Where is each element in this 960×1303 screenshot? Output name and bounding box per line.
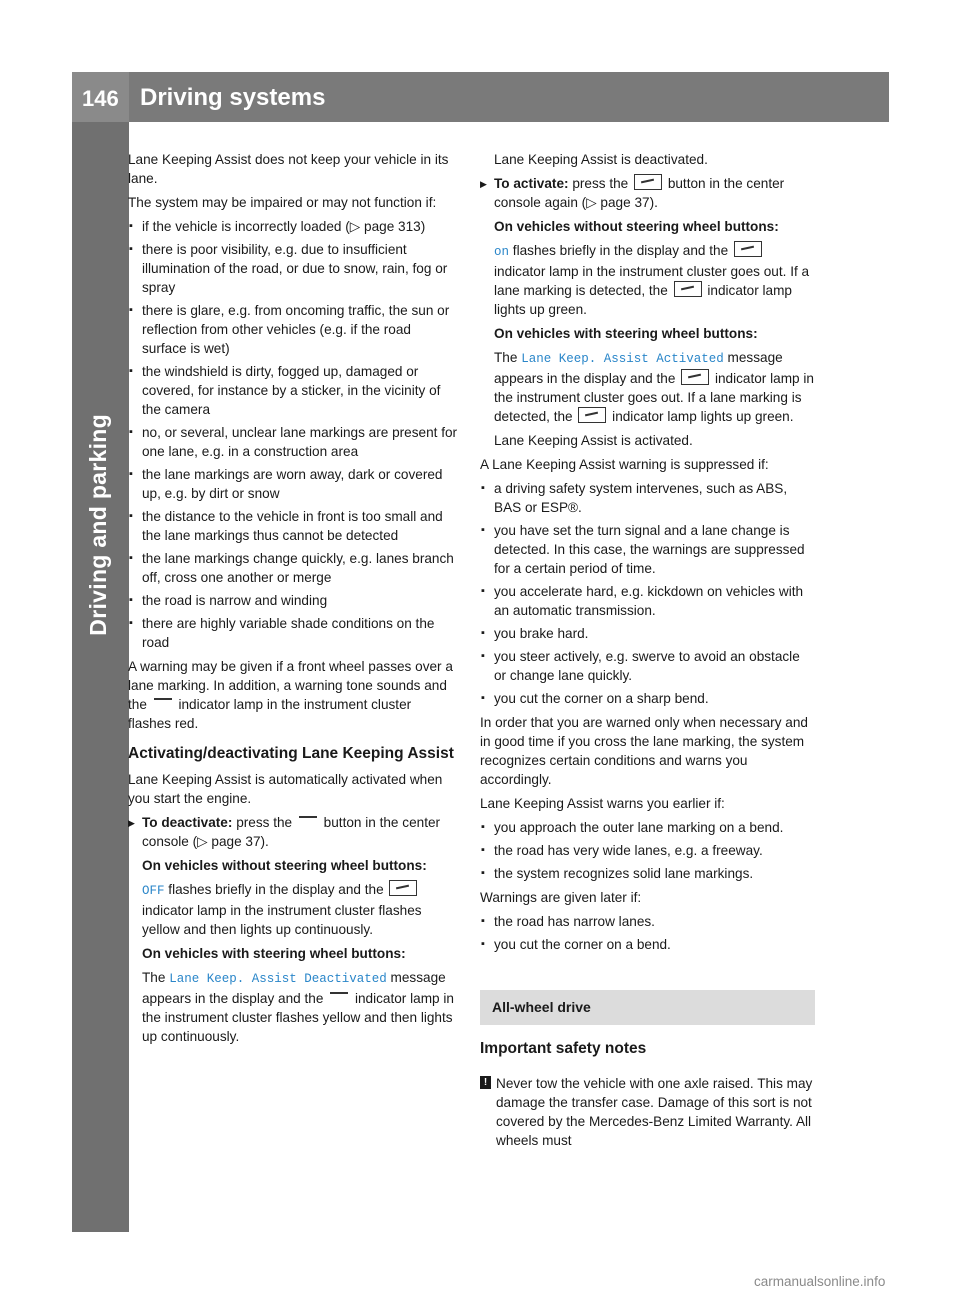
list-item: ▪ you steer actively, e.g. swerve to avoid an obstacle or change lane quickly. [480, 647, 815, 685]
subheading-safety-notes: Important safety notes [480, 1040, 647, 1057]
warning-paragraph [480, 1074, 815, 1150]
list-item: ▪ you brake hard. [480, 624, 815, 643]
list-item: ▪ the lane markings are worn away, dark or covered up, e.g. by dirt or snow [128, 465, 458, 503]
paragraph: Lane Keeping Assist is automatically activated when you start the engine. [128, 772, 443, 806]
step-label: To activate: [494, 176, 569, 191]
text: button in the center console again (▷ page 37). [494, 176, 785, 210]
text: flashes briefly in the display and the [168, 882, 384, 897]
suppression-list [480, 479, 815, 708]
text: indicator lamp lights up green. [494, 283, 792, 317]
list-item: ▪ if the vehicle is incorrectly loaded (▷ page 313) [128, 217, 458, 236]
chapter-sidebar [72, 122, 129, 1232]
no-buttons-block [128, 856, 458, 1046]
lane-keeping-assist-icon [681, 369, 709, 385]
lane-keeping-assist-icon [674, 281, 702, 297]
paragraph [142, 880, 458, 939]
paragraph: Lane Keeping Assist does not keep your vehicle in its lane. [128, 152, 449, 186]
paragraph [494, 241, 815, 319]
display-text: on [494, 245, 510, 259]
text: indicator lamp in the instrument cluster flashes yellow and then lights up continuously. [142, 903, 422, 937]
page-title: Driving systems [140, 84, 326, 111]
list-item: ▪ the road is narrow and winding [128, 591, 458, 610]
activate-step [480, 174, 815, 212]
text: flashes briefly in the display and the [512, 243, 729, 258]
text: message appears in the display and the [142, 970, 446, 1006]
list-item: ▪ the windshield is dirty, fogged up, damaged or covered, for instance by a sticker, in the vicinity of the camera [128, 362, 458, 419]
list-item: ▪ you cut the corner on a sharp bend. [480, 689, 815, 708]
display-text: OFF [142, 884, 165, 898]
impairment-list [128, 217, 458, 652]
paragraph: Lane Keeping Assist warns you earlier if: [480, 796, 725, 811]
subheading: On vehicles with steering wheel buttons: [142, 946, 406, 961]
text: button in the center console (▷ page 37). [142, 815, 441, 849]
list-item: ▪ no, or several, unclear lane markings are present for one lane, e.g. in a construction area [128, 423, 458, 461]
list-item: ▪ you accelerate hard, e.g. kickdown on vehicles with an automatic transmission. [480, 582, 815, 620]
paragraph: The system may be impaired or may not function if: [128, 195, 437, 210]
warning-icon: ! [480, 1076, 491, 1089]
display-message: Lane Keep. Assist Activated [521, 352, 724, 366]
list-item: ▪ the road has very wide lanes, e.g. a freeway. [480, 841, 815, 860]
lane-keeping-button-icon [299, 816, 317, 828]
lane-keeping-assist-icon [330, 992, 348, 1004]
section-band-all-wheel-drive: All-wheel drive [480, 990, 815, 1025]
warning-text: Never tow the vehicle with one axle raised. This may damage the transfer case. Damage of this sort is not covered by the Mercedes-Benz Limited Warranty. All wheels must [496, 1076, 813, 1148]
list-item: ▪ the lane markings change quickly, e.g. lanes branch off, cross one another or merge [128, 549, 458, 587]
right-column [480, 150, 815, 1155]
left-column [128, 150, 458, 1051]
list-item: ▪ the system recognizes solid lane markings. [480, 864, 815, 883]
later-warning-list [480, 912, 815, 954]
text: indicator lamp in the instrument cluster goes out. If a lane marking is detected, the [494, 264, 810, 298]
lane-keeping-assist-icon [578, 407, 606, 423]
footer-watermark: carmanualsonline.info [754, 1274, 886, 1289]
list-item: ▪ a driving safety system intervenes, such as ABS, BAS or ESP®. [480, 479, 815, 517]
no-buttons-block [480, 217, 815, 450]
paragraph: In order that you are warned only when necessary and in good time if you cross the lane marking, the system recognizes certain conditions and warns you accordingly. [480, 715, 808, 787]
list-item: ▪ there is glare, e.g. from oncoming traffic, the sun or reflection from other vehicles (e.g. if the road surface is wet) [128, 301, 458, 358]
chapter-label: Driving and parking [85, 414, 111, 636]
text: indicator lamp in the instrument cluster flashes yellow and then lights up continuously. [142, 991, 454, 1044]
paragraph: A Lane Keeping Assist warning is suppressed if: [480, 457, 769, 472]
earlier-warning-list [480, 818, 815, 883]
list-item: ▪ you have set the turn signal and a lane change is detected. In this case, the warnings are suppressed for a certain period of time. [480, 521, 815, 578]
paragraph [128, 657, 458, 733]
paragraph [142, 968, 458, 1046]
lane-keeping-button-icon [634, 174, 662, 190]
paragraph: Lane Keeping Assist is deactivated. [494, 152, 708, 167]
list-item: ▪ there is poor visibility, e.g. due to insufficient illumination of the road, or due to snow, rain, fog or spray [128, 240, 458, 297]
paragraph: Lane Keeping Assist is activated. [494, 433, 693, 448]
text: The [142, 970, 166, 985]
subheading: On vehicles with steering wheel buttons: [494, 326, 758, 341]
step-label: To deactivate: [142, 815, 233, 830]
text: indicator lamp in the instrument cluster goes out. If a lane marking is detected, the [494, 371, 814, 424]
lane-keeping-assist-icon [389, 880, 417, 896]
text: press the [236, 815, 293, 830]
text: A warning may be given if a front wheel passes over a lane marking. In addition, a warning tone sounds and the [128, 659, 453, 712]
list-item: ▪ you approach the outer lane marking on a bend. [480, 818, 815, 837]
text: indicator lamp in the instrument cluster flashes red. [128, 697, 412, 731]
subheading: On vehicles without steering wheel buttons: [494, 219, 779, 234]
list-item: ▪ the road has narrow lanes. [480, 912, 815, 931]
lane-keeping-assist-icon [734, 241, 762, 257]
deactivate-step [128, 813, 458, 851]
paragraph [494, 348, 815, 426]
list-item: ▪ there are highly variable shade conditions on the road [128, 614, 458, 652]
text: indicator lamp lights up green. [612, 409, 794, 424]
text: The [494, 350, 518, 365]
text: press the [572, 176, 629, 191]
text: message appears in the display and the [494, 350, 783, 386]
display-message: Lane Keep. Assist Deactivated [169, 972, 387, 986]
section-heading: Activating/deactivating Lane Keeping Assist [128, 745, 454, 762]
paragraph: Warnings are given later if: [480, 890, 642, 905]
subheading: On vehicles without steering wheel buttons: [142, 858, 427, 873]
page-number: 146 [82, 86, 119, 111]
list-item: ▪ you cut the corner on a bend. [480, 935, 815, 954]
lane-keeping-assist-icon [154, 698, 172, 710]
list-item: ▪ the distance to the vehicle in front is too small and the lane markings thus cannot be detected [128, 507, 458, 545]
